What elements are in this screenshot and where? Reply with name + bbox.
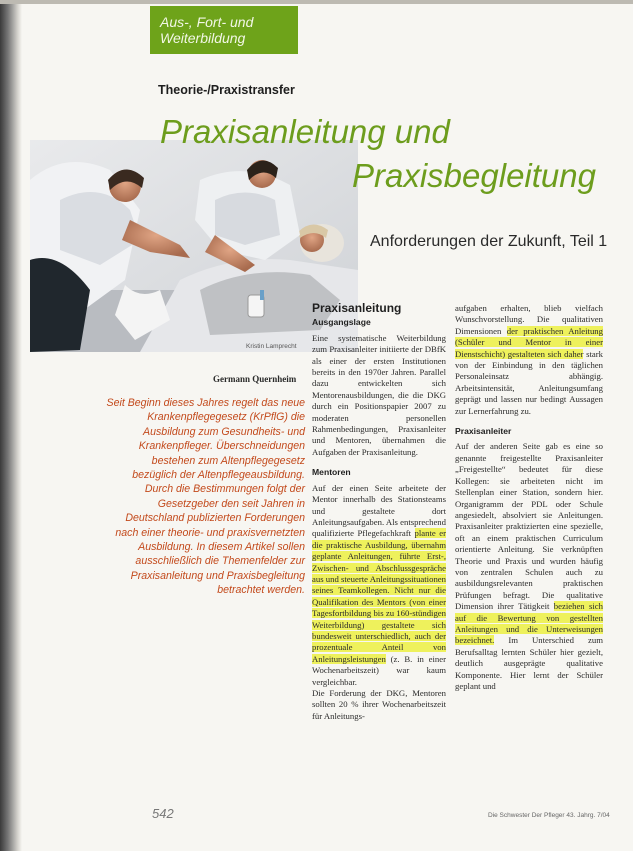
lead-paragraph: Seit Beginn dieses Jahres regelt das neue Krankenpflegegesetz (KrPflG) die Ausbildung zum Gesundheits- und Krankenpfleger. Überschneidungen bestehen zum Altenpflegegesetz bezüglich der Altenpflegeausbildung. Durch die Bestimmungen folgt der Gesetzgeber den seit Jahren in Deutschland publizierten Forderungen nach einer theorie- und praxisvernetzten Ausbildung. In diesem Artikel sollen ausschließlich die Themenfelder zur Praxisanleitung und Praxisbegleitung betrachtet werden. [106,397,305,597]
page-number: 542 [152,806,174,821]
journal-footer: Die Schwester Der Pfleger 43. Jahrg. 7/04 [488,812,610,819]
praxisanleiter-text-b: Im Unterschied zum Berufsalltag lernten Schüler hier gezielt, deutlich ausgeprägte qualitative Komponente. Hier lernt der Schüler geplant und [455,635,603,691]
article-title-line-1: Praxisanleitung und [160,113,450,150]
heading-ausgangslage: Ausgangslage [312,317,371,328]
section-heading: Theorie-/Praxistransfer [158,83,295,97]
heading-mentoren: Mentoren [312,467,351,478]
mentoren-text-a: Auf der einen Seite arbeitete der Mentor innerhalb des Stationsteams und gestaltete dort Anleitungsaufgaben. Als entsprechend qualifizierte Pflegefachkraft [312,482,446,539]
body-column-3 [455,303,603,692]
aufgaben-text-b: stark von der Einbindung in den täglichen Personaleinsatz abhängig. Arbeitsintensität, Anleitungsumfang geprägt und lassen nur bedingt Aussagen zur Lernerfahrung zu. [455,348,603,416]
mentoren-text-b: (z. B. in einer Wochenarbeitszeit) war kaum vergleichbar. [312,653,446,687]
scan-top-edge [0,0,633,4]
article-subtitle: Anforderungen der Zukunft, Teil 1 [370,233,608,250]
paragraph-dkg: Die Forderung der DKG, Mentoren sollten 20 % ihrer Wochenarbeitszeit für Anleitungs- [312,688,446,721]
praxisanleiter-highlight: beziehen sich auf die Bewertung von gestellten Anleitungen und die Unterweisungen bezeichnet. [455,601,603,646]
photo-nurses-patient [30,140,358,352]
author-name: Germann Quernheim [213,374,297,384]
category-line-1: Aus-, Fort- und [160,14,254,30]
aufgaben-highlight: der praktischen Anleitung (Schüler und Mentor in einer Dienstschicht) gestalteten sich daher [455,325,603,359]
category-label [160,14,300,46]
paragraph-praxisanleiter [455,441,603,692]
mentoren-highlight: plante er die praktische Ausbildung, übernahm geplante Anleitungen, führte Erst-, Zwischen- und Abschlussgespräche aus und steuerte Anleitungssituationen seines Teamkollegen. Nicht nur die Qualifikation des Mentors (von einer Tagesfortbildung bis zu 160-stündigen Weiterbildung) gestaltete sich bundesweit unterschiedlich, auch der prozentuale Anteil von Anleitungsleistungen [312,528,446,664]
heading-praxisanleiter: Praxisanleiter [455,426,512,437]
article-photo [30,140,358,352]
body-column-2 [312,303,446,722]
category-line-2: Weiterbildung [160,30,246,46]
paragraph-mentoren [312,483,446,688]
heading-praxisanleitung: Praxisanleitung [312,301,402,315]
photo-credit: Kristin Lamprecht [246,343,297,350]
praxisanleiter-text-a: Auf der anderen Seite gab es eine so genannte freigestellte Praxisanleiter „Freigestellte“ bedeutet für diese Kollegen: sie arbeiteten nicht im Stellenplan einer Station, sondern hier. Organigramm der PDL oder Schule angesiedelt, absolviert sie Anleitungen. Praxisanleiter praktizierten eine spezielle, oft an einem praktischen Curriculum orientierte Anleitung. Sie verknüpften Theorie und Praxis und wurden häufig von zentralen Schulen auch zu ausbildungsrelevanten praktischen Prüfungen befragt. Die qualitative Dimension ihrer Tätigkeit [455,441,603,612]
paragraph-aufgaben [455,303,603,417]
aufgaben-text-a: aufgaben erhalten, blieb vielfach Wunschvorstellung. Die qualitativen Dimensionen [455,303,603,336]
paragraph-ausgangslage: Eine systematische Weiterbildung zum Praxisanleiter initiierte der DBfK als einer der ersten Institutionen bereits in den 1970er Jahren. Parallel dazu entwickelten sich Mentorenausbildungen, die die DKG durch ein Positionspapier 2007 zu moderaten personellen Rahmenbedingungen, Praxisanleiter und Mentoren, übernahmen die Aufgaben der Praxisanleitung. [312,332,446,457]
scan-edge-shadow [0,0,22,851]
article-title-line-2: Praxisbegleitung [352,157,596,194]
